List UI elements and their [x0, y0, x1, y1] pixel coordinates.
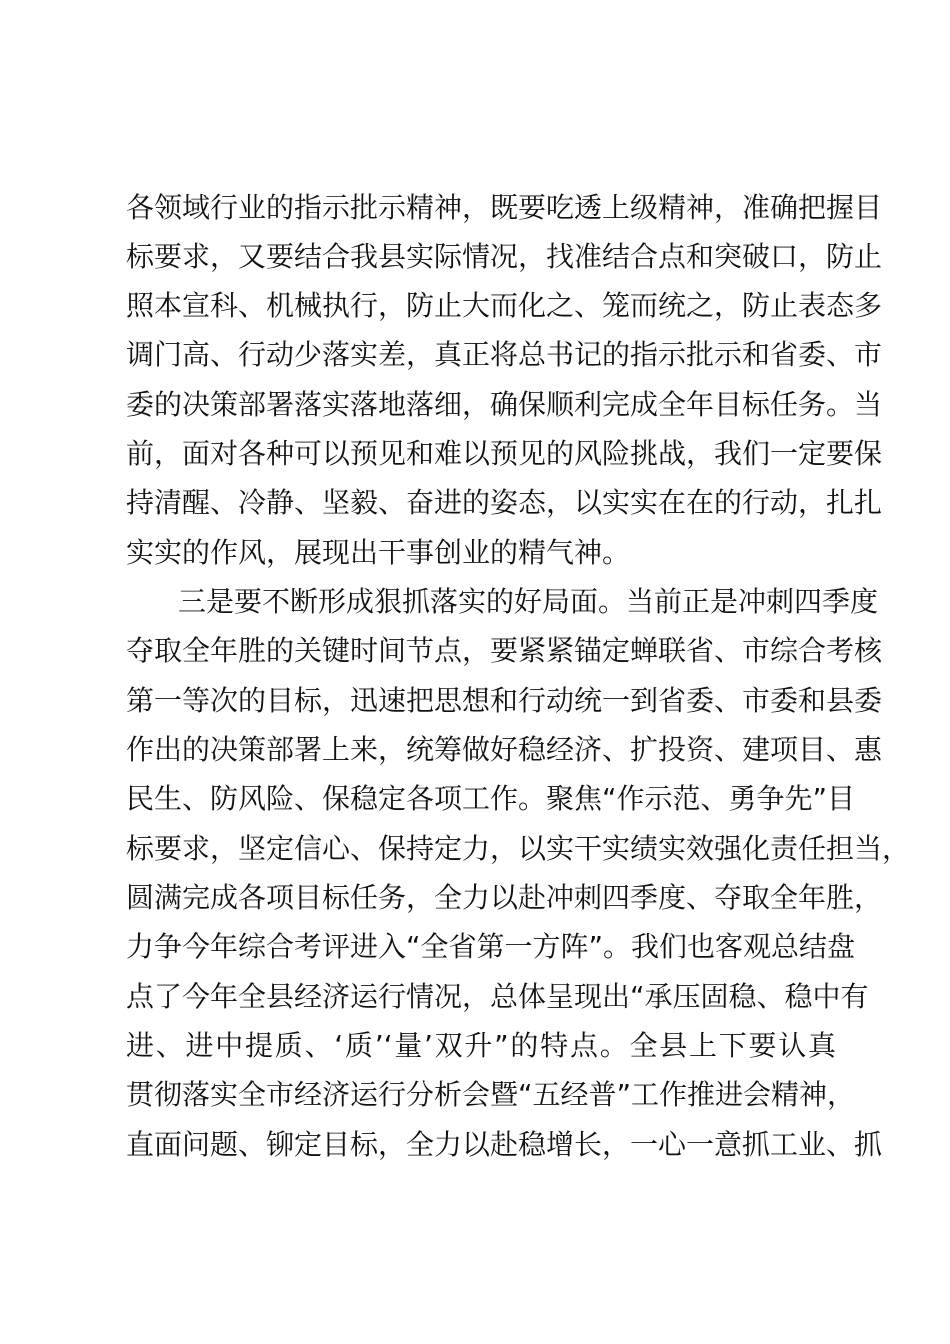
text-line: 各领域行业的指示批示精神，既要吃透上级精神，准确把握目 — [126, 191, 883, 224]
text-line: 贯彻落实全市经济运行分析会暨“五经普”工作推进会精神， — [126, 1078, 856, 1111]
text-line: 民生、防风险、保稳定各项工作。聚焦“作示范、勇争先”目 — [126, 782, 856, 815]
text-line: 夺取全年胜的关键时间节点，要紧紧锚定蝉联省、市综合考核 — [126, 634, 883, 667]
paragraph-first-line: 三是要不断形成狠抓落实的好局面。当前正是冲刺四季度 — [178, 585, 879, 618]
text-line: 前，面对各种可以预见和难以预见的风险挑战，我们一定要保 — [126, 437, 883, 470]
text-line: 进、进中提质、‘质’‘量’双升”的特点。全县上下要认真 — [126, 1029, 836, 1062]
text-line: 第一等次的目标，迅速把思想和行动统一到省委、市委和县委 — [126, 684, 883, 717]
text-line: 直面问题、铆定目标，全力以赴稳增长，一心一意抓工业、抓 — [126, 1128, 883, 1161]
text-line: 委的决策部署落实落地落细，确保顺利完成全年目标任务。当 — [126, 388, 883, 421]
text-line: 作出的决策部署上来，统筹做好稳经济、扩投资、建项目、惠 — [126, 733, 883, 766]
text-line: 照本宣科、机械执行，防止大而化之、笼而统之，防止表态多 — [126, 289, 883, 322]
text-line: 圆满完成各项目标任务，全力以赴冲刺四季度、夺取全年胜， — [126, 881, 883, 914]
text-line: 调门高、行动少落实差，真正将总书记的指示批示和省委、市 — [126, 338, 883, 371]
text-line: 力争今年综合考评进入“全省第一方阵”。我们也客观总结盘 — [126, 930, 856, 963]
text-line: 标要求，坚定信心、保持定力，以实干实绩实效强化责任担当， — [126, 832, 911, 865]
text-line: 标要求，又要结合我县实际情况，找准结合点和突破口，防止 — [126, 240, 883, 273]
text-line: 持清醒、冷静、坚毅、奋进的姿态，以实实在在的行动，扎扎 — [126, 486, 883, 519]
paragraph-end-line: 实实的作风，展现出干事创业的精气神。 — [126, 536, 631, 569]
text-line: 点了今年全县经济运行情况，总体呈现出“承压固稳、稳中有 — [126, 980, 869, 1013]
